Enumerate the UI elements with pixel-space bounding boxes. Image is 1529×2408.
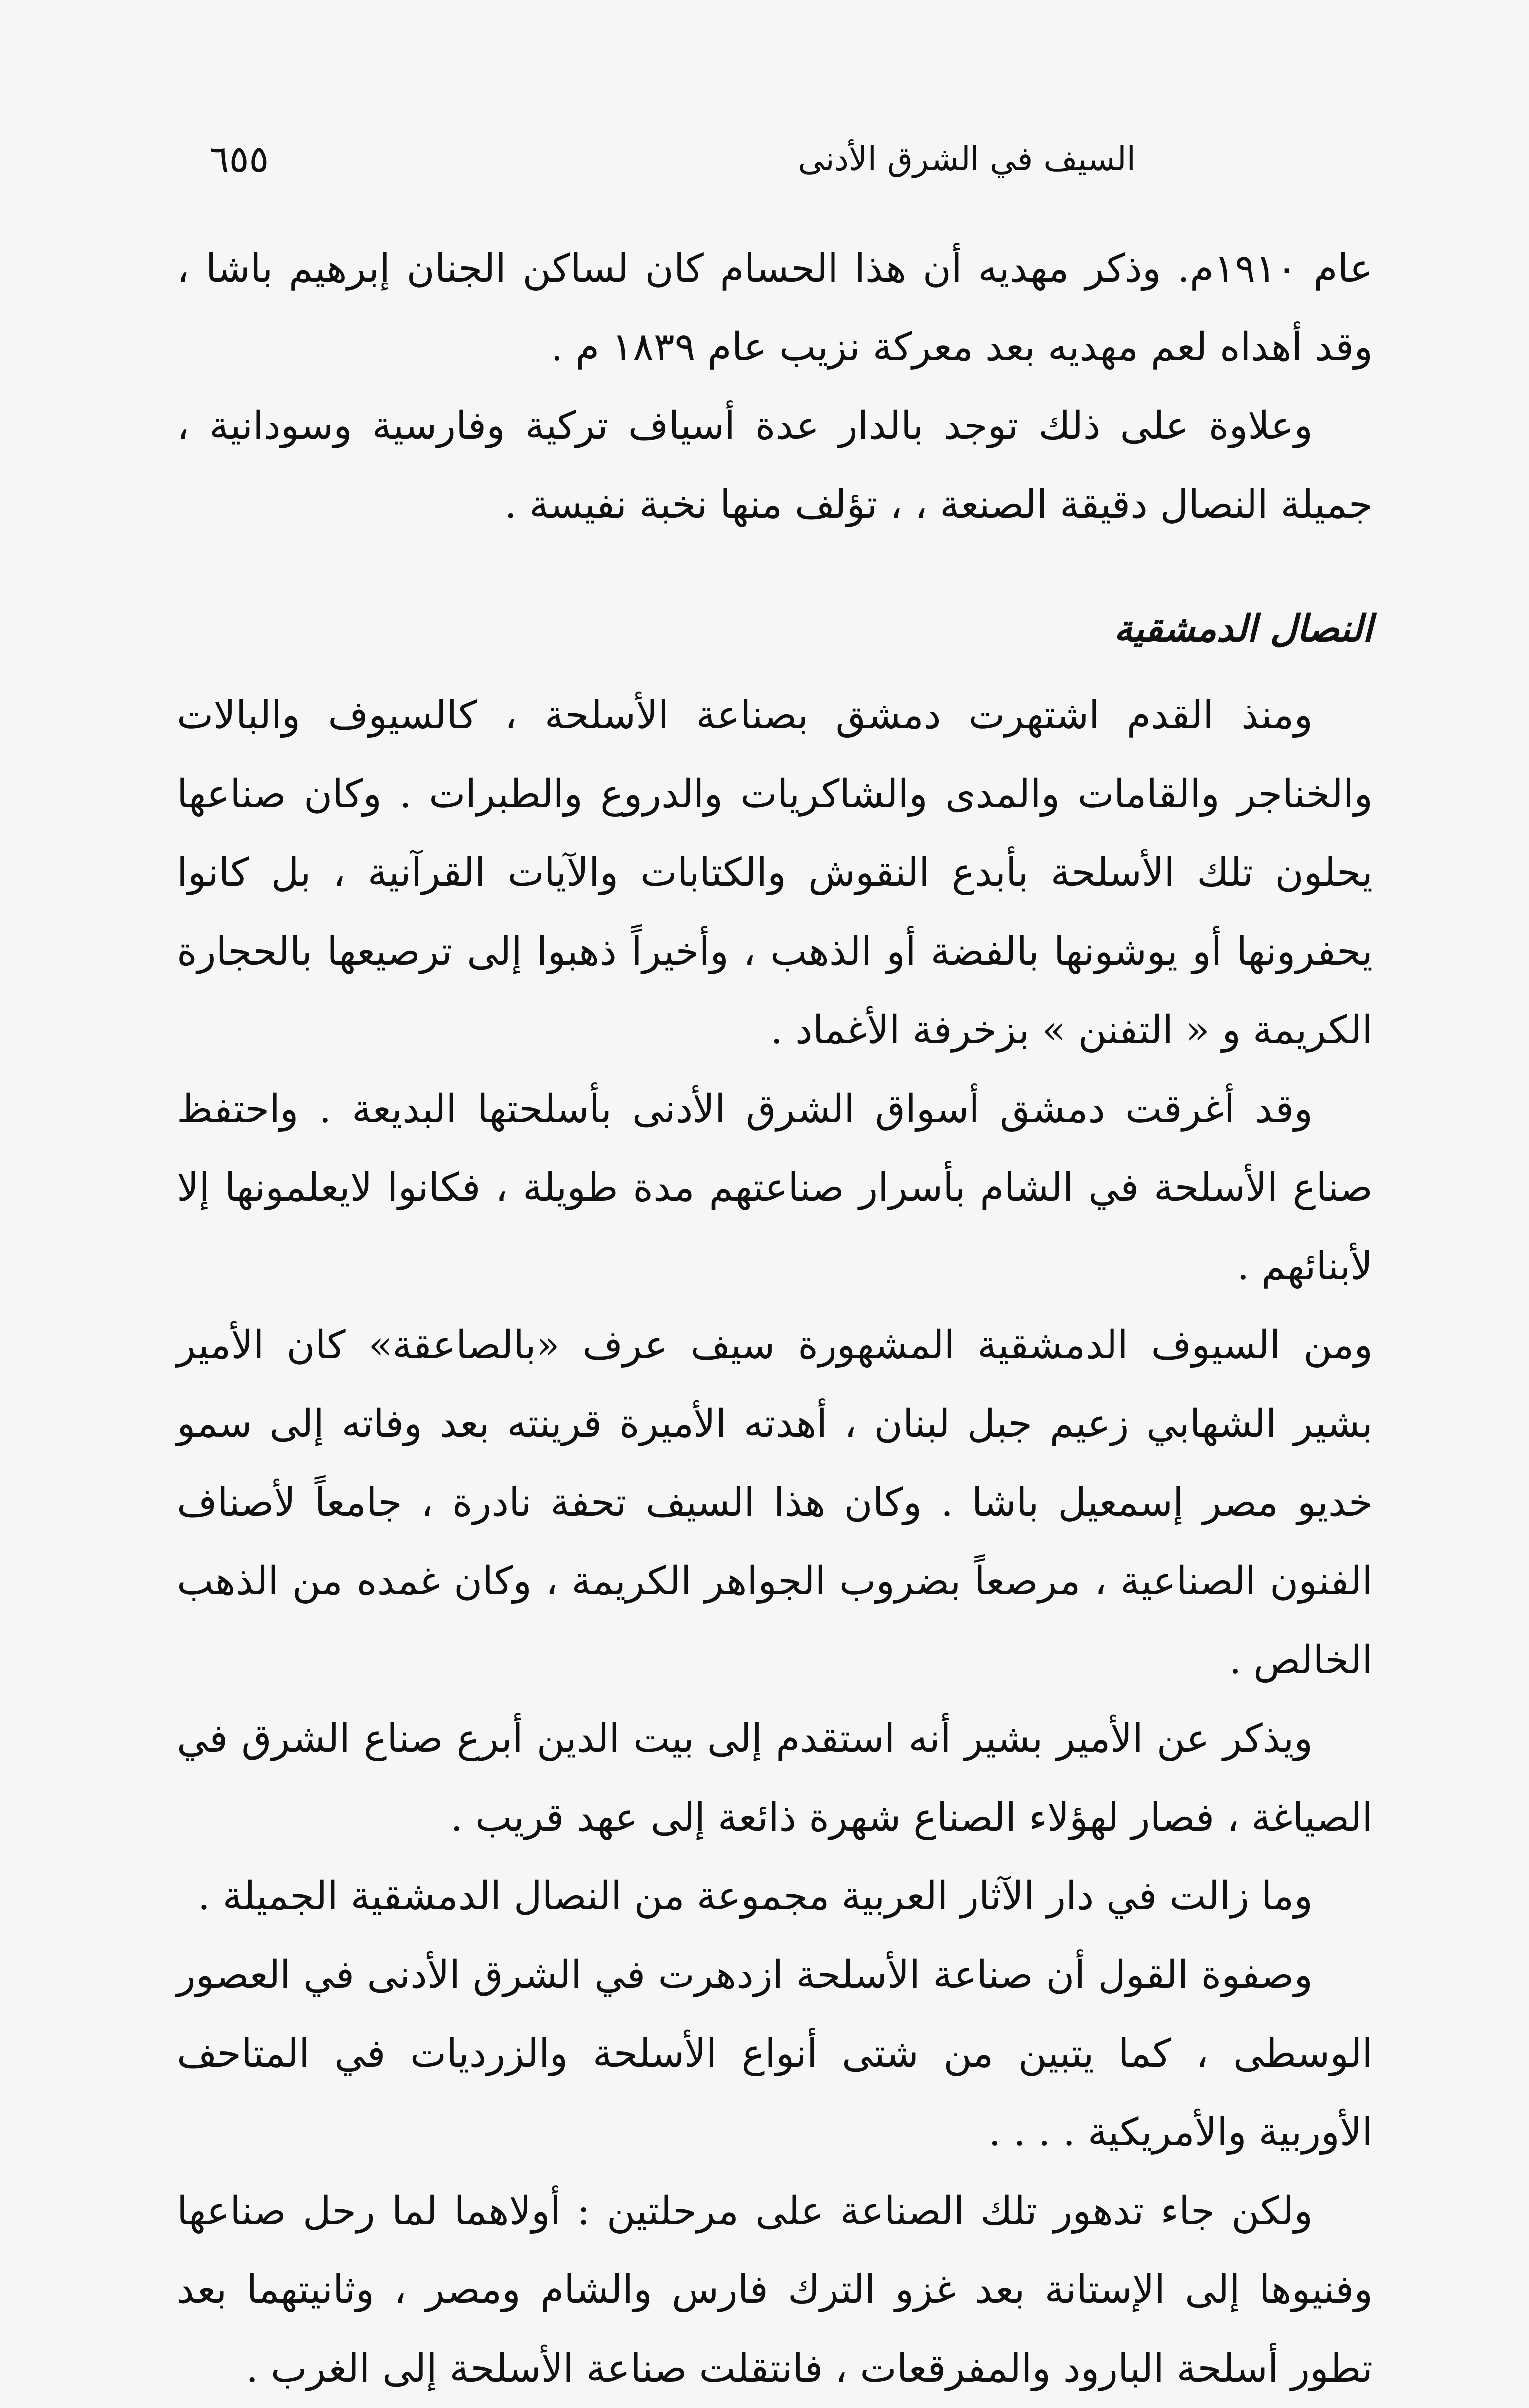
paragraph: ويذكر عن الأمير بشير أنه استقدم إلى بيت الدين أبرع صناع الشرق في الصياغة ، فصار لهؤلاء الصناع شهرة ذائعة إلى عهد قريب . bbox=[177, 1716, 1373, 1840]
page-header bbox=[209, 132, 1385, 187]
paragraph: عام ١٩١٠م. وذكر مهديه أن هذا الحسام كان لساكن الجنان إبرهيم باشا ، وقد أهداه لعم مهديه بعد معركة نزيب عام ١٨٣٩ م . bbox=[177, 246, 1373, 370]
paragraph: ومنذ القدم اشتهرت دمشق بصناعة الأسلحة ، كالسيوف والبالات والخناجر والقامات والمدى والشاكريات والدروع والطبرات . وكان صناعها يحلون تلك الأسلحة بأبدع النقوش والكتابات والآيات القرآنية ، بل كانوا يحفرونها أو يوشونها بالفضة أو الذهب ، وأخيراً ذهبوا إلى ترصيعها بالحجارة الكريمة و « التفنن » بزخرفة الأغماد . bbox=[177, 693, 1373, 1053]
paragraph: وقد أغرقت دمشق أسواق الشرق الأدنى بأسلحتها البديعة . واحتفظ صناع الأسلحة في الشام بأسرار صناعتهم مدة طويلة ، فكانوا لايعلمونها إلا لأبنائهم . bbox=[177, 1087, 1373, 1289]
body-text bbox=[177, 229, 1373, 2408]
section-heading: النصال الدمشقية bbox=[1114, 607, 1373, 650]
paragraph: وصفوة القول أن صناعة الأسلحة ازدهرت في الشرق الأدنى في العصور الوسطى ، كما يتبين من شتى أنواع الأسلحة والزرديات في المتاحف الأوربية والأمريكية . . . . bbox=[177, 1953, 1373, 2155]
running-title: السيف في الشرق الأدنى bbox=[798, 140, 1136, 178]
page-number: ٦٥٥ bbox=[209, 138, 269, 181]
paragraph: ولكن جاء تدهور تلك الصناعة على مرحلتين : أولاهما لما رحل صناعها وفنيوها إلى الإستانة بعد غزو الترك فارس والشام ومصر ، وثانيتهما بعد تطور أسلحة البارود والمفرقعات ، فانتقلت صناعة الأسلحة إلى الغرب . bbox=[177, 2189, 1373, 2391]
paragraph: ومن السيوف الدمشقية المشهورة سيف عرف «بالصاعقة» كان الأمير بشير الشهابي زعيم جبل لبنان ، أهدته الأميرة قرينته بعد وفاته إلى سمو خديو مصر إسمعيل باشا . وكان هذا السيف تحفة نادرة ، جامعاً لأصناف الفنون الصناعية ، مرصعاً بضروب الجواهر الكريمة ، وكان غمده من الذهب الخالص . bbox=[177, 1323, 1373, 1683]
paragraph: وما زالت في دار الآثار العربية مجموعة من النصال الدمشقية الجميلة . bbox=[198, 1874, 1313, 1919]
paragraph: وعلاوة على ذلك توجد بالدار عدة أسياف تركية وفارسية وسودانية ، جميلة النصال دقيقة الصنعة ، ، تؤلف منها نخبة نفيسة . bbox=[177, 404, 1373, 527]
